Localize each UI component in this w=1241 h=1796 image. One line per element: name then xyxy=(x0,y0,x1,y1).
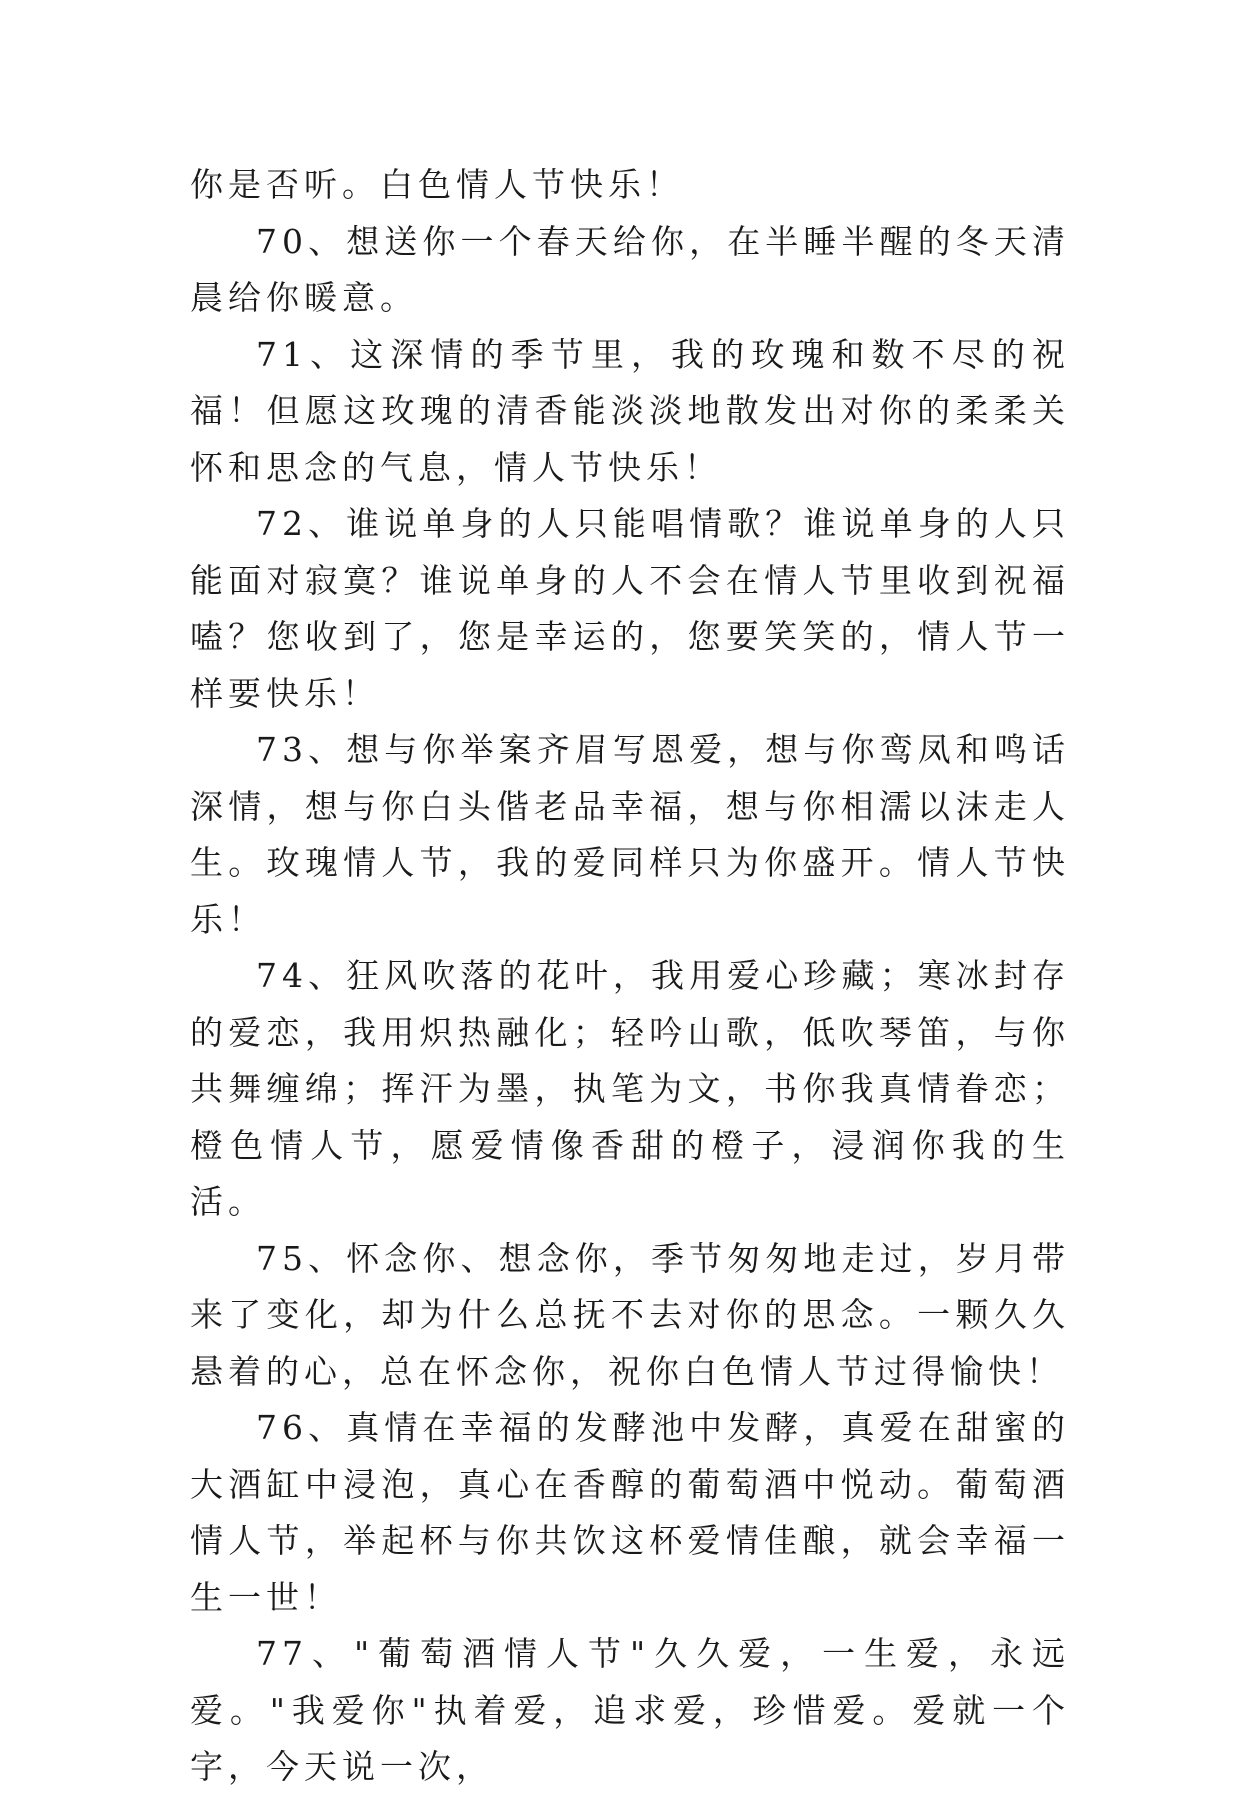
paragraph-77: 77、"葡萄酒情人节"久久爱，一生爱，永远爱。"我爱你"执着爱，追求爱，珍惜爱。爱就一个字，今天说一次， xyxy=(190,1634,1070,1786)
document-body xyxy=(190,157,1070,1796)
paragraph-74: 74、狂风吹落的花叶，我用爱心珍藏；寒冰封存的爱恋，我用炽热融化；轻吟山歌，低吹琴笛，与你共舞缠绵；挥汗为墨，执笔为文，书你我真情眷恋；橙色情人节，愿爱情像香甜的橙子，浸润你我的生活。 xyxy=(190,956,1070,1221)
paragraph-continuation: 你是否听。白色情人节快乐！ xyxy=(190,165,684,204)
paragraph-72: 72、谁说单身的人只能唱情歌？谁说单身的人只能面对寂寞？谁说单身的人不会在情人节里收到祝福嗑？您收到了，您是幸运的，您要笑笑的，情人节一样要快乐！ xyxy=(190,504,1070,713)
paragraph-75: 75、怀念你、想念你，季节匆匆地走过，岁月带来了变化，却为什么总抚不去对你的思念。一颗久久悬着的心，总在怀念你，祝你白色情人节过得愉快！ xyxy=(190,1238,1070,1391)
paragraph-73: 73、想与你举案齐眉写恩爱，想与你鸾凤和鸣话深情，想与你白头偕老品幸福，想与你相濡以沫走人生。玫瑰情人节，我的爱同样只为你盛开。情人节快乐！ xyxy=(190,730,1070,939)
paragraph-76: 76、真情在幸福的发酵池中发酵，真爱在甜蜜的大酒缸中浸泡，真心在香醇的葡萄酒中悦动。葡萄酒情人节，举起杯与你共饮这杯爱情佳酿，就会幸福一生一世！ xyxy=(190,1408,1070,1617)
paragraph-70: 70、想送你一个春天给你，在半睡半醒的冬天清晨给你暖意。 xyxy=(190,221,1070,317)
paragraph-71: 71、这深情的季节里，我的玫瑰和数不尽的祝福！但愿这玫瑰的清香能淡淡地散发出对你的柔柔关怀和思念的气息，情人节快乐！ xyxy=(190,334,1070,487)
